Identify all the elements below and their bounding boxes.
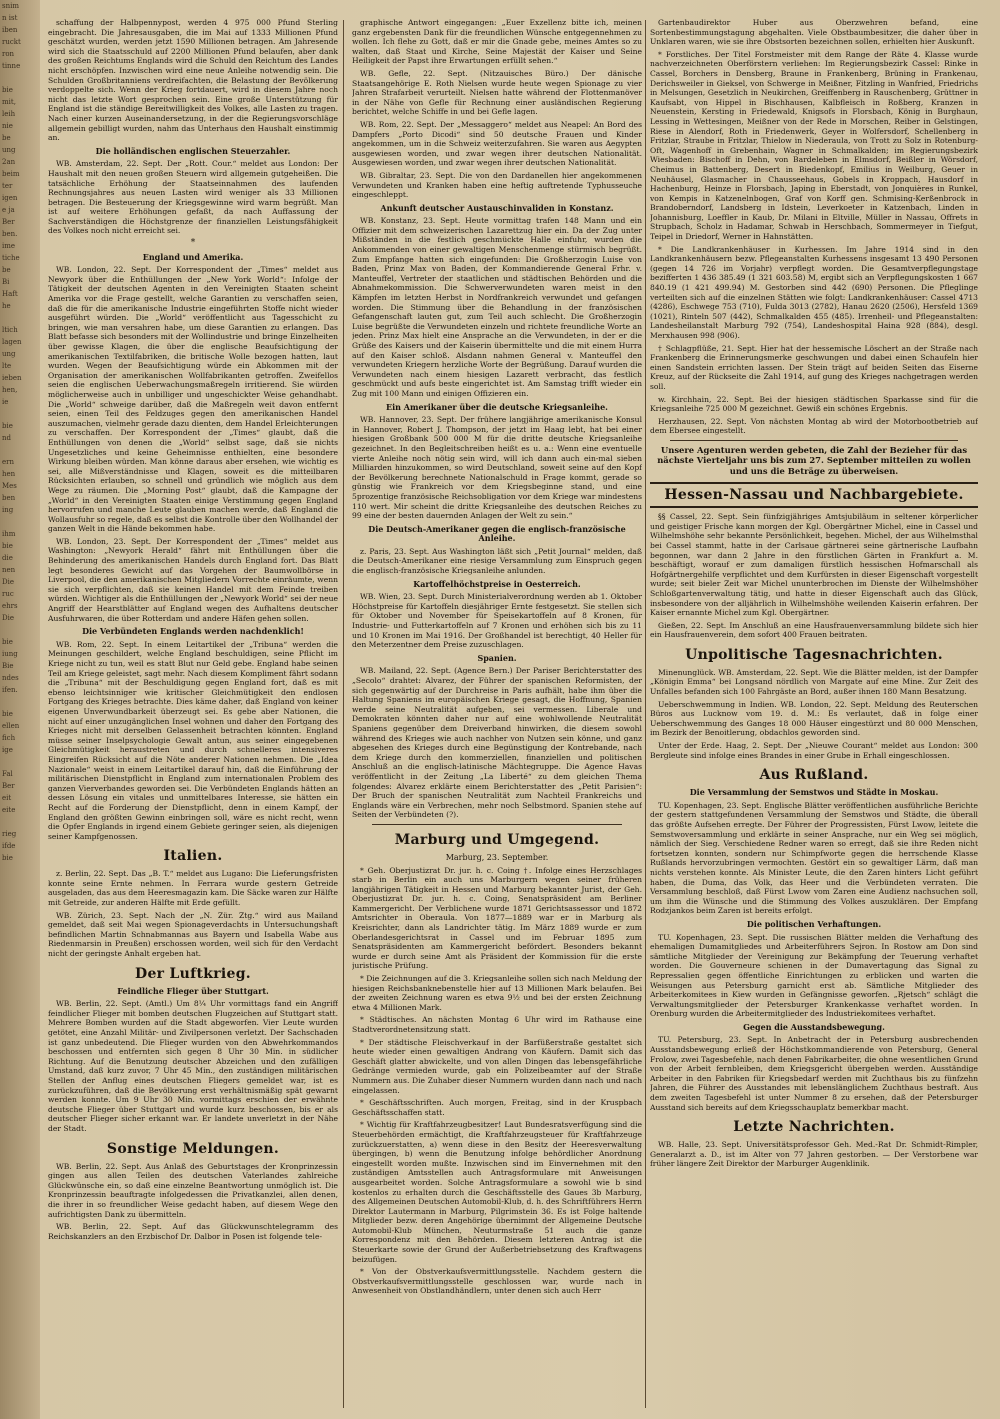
gutter-fragment: bie xyxy=(2,638,13,646)
section-title-aus-russland: Aus Rußland. xyxy=(759,767,869,784)
section-title-unpolitische: Unpolitische Tagesnachrichten. xyxy=(685,646,943,663)
article-paragraph: * Forstliches. Der Titel Forstmeister mit dem Range der Räte 4. Klasse wurde nachverzeichneten Oberförstern verliehen: Im Regierungsbezirk Cassel: Rinke in Cassel, Borchers in Densberg, Braune in Frankenberg, Brüning in Frankenau, Derichsweiler in Gieksel, von Schwerge in Meißner, Fitzling in Wanfried, Friedrichs in Melsungen, Gesetzlich in Neukirchen, Greiffenberg in Rauschenberg, Grüttner in Kaufsabt, von Hippel in Bischhausen, Kalbfleisch in Roßberg, Kranzen in Neuenstein, Kersting in Friedewald, Knigsofs in Florsbach, König in Burghaun, Lessing in Wettesingen, Meißner von der Rede in Morschen, Reiber in Gelstingen, Riese in Alendorf, Roth in Friedenwerk, Geyer in Wolfersdorf, Schellenberg in Fritzlar, Straube in Fritzlar, Thielow in Niederaula, von Trott zu Solz in Rotenburg-Oft, Wagenhoff in Grebenhain, Wagner in Schmalkalden; im Regierungsbezirk Wiesbaden: Bischoff in Dehn, von Bardeleben in Elmsdorf, Beißler in Wörsdorf, Cheimus in Battenberg, Desert in Biedenkopf, Emilius in Weilburg, Geuer in Neuhäusel, Glasmacher in Chausseehaus, Gobels in Kroppach, Hausdorf in Hachenburg, Heinze in Florsbach, Japing in Eberstadt, von Jonquières in Runkel, von Kempis in Katzenelnbogen, Graf von Korff gen. Schmising-Kerßenbrock in Brandoberndorf, Landsberg in Idstein, Leverkoeter in Katzenbach, Linden in Johannisburg, Loeffler in Kaub, Dr. Milani in Eltville, Müller in Nassau, Offrets in Strupbach, Scholz in Hadamar, Schwab in Herschbach, Sommermeyer in Tiefgut, Teipel in Driedorf, Werner in Hahnstätten. xyxy=(650,49,978,242)
gutter-fragment: ndes xyxy=(2,674,19,682)
gutter-fragment xyxy=(0,756,40,768)
gutter-fragment: nen xyxy=(2,566,16,574)
article-paragraph: * Städtisches. An nächsten Montag 6 Uhr wird im Rathause eine Stadtverordnetensitzung statt. xyxy=(352,1015,642,1034)
gutter-fragment: Ber xyxy=(2,782,15,790)
gutter-fragment: lagen xyxy=(2,338,22,346)
gutter-fragment xyxy=(0,312,40,324)
article-paragraph: * Die Zeichnungen auf die 3. Kriegsanleihe sollen sich nach Meldung der hiesigen Reichsbanknebenstelle hier auf 13 Millionen Mark belaufen. Bei der zweiten Zeichnung waren es etwa 9½ und bei der ersten Zeichnung etwa 4 Millionen Mark. xyxy=(352,974,642,1012)
article-paragraph: TU. Kopenhagen, 23. Sept. Englische Blätter veröffentlichen ausführliche Berichte der gestern stattgefundenen Versammlung der Semstwos und Städte, die überall das größte Aufsehen erregte. Der Führer der Progressisten, Fürst Lwow, leitete die Semstwoversammlung und erklärte in seiner Ansprache, nur ein Weg sei möglich, nämlich der Sieg. Verschiedene Redner waren so erregt, daß sie ihre Reden nicht fortsetzen konnten, sondern nur Schimpfworte gegen die herrschende Klasse Rußlands hervorzubringen vermochten. Gestört ein so gewaltiger Lärm, daß man nichts verstehen konnte. Als Minister Leute, die den Zaren hinters Licht geführt haben, die Duma, das Volk, das Heer und die Verbündeten verraten. Die Versammlung beschloß, daß Fürst Lwow vom Zaren eine Audienz nachsuchen soll, um ihm die Wünsche und die Stimmung des Volkes auszuklären. Der Empfang Rodzjankos beim Zaren ist bereits erfolgt. xyxy=(650,800,978,916)
section-title-italien: Italien. xyxy=(163,848,223,865)
article-paragraph: graphische Antwort eingegangen: „Euer Exzellenz bitte ich, meinen ganz ergebensten Dank für die freundlichen Wünsche entgegennehmen zu wollen. Ich flehe zu Gott, daß er mir die Gnade gebe, meines Amtes so zu walten, daß Staat und Kirche, Seine Majestät der Kaiser und Seine Heiligkeit der Papst ihre Erwartungen erfüllt sehen.“ xyxy=(352,18,642,66)
article-headline: Die Verbündeten Englands werden nachdenklich! xyxy=(82,626,304,637)
article-paragraph: Minenunglück. WB. Amsterdam, 22. Sept. Wie die Blätter melden, ist der Dampfer „Königin Emma“ bei Longsand nördlich von Margate auf eine Mine. Zur Zeit des Unfalles befanden sich 100 Fahrgäste an Bord, außer ihnen 180 Mann Besatzung. xyxy=(650,667,978,697)
gutter-fragment: bie xyxy=(2,854,13,862)
gutter-fragment: eit xyxy=(2,794,12,802)
gutter-fragment: fich xyxy=(2,734,16,742)
article-headline: Spanien. xyxy=(477,652,517,663)
article-paragraph: WB. London, 22. Sept. Der Korrespondent der „Times“ meldet aus Newyork über die Enthüllungen der „New York World“: Infolge der Tätigkeit der deutschen Agenten in den Vereinigten Staaten scheint Amerika vor die Frage gestellt, welche Garantien zu verschaffen seien, daß die für die amerikanische Industrie eingeführten Stoffe nicht wieder ausgeführt würden. Die „World“ veröffentlicht aus Tagesschicht zu bringen, wie man versahren habe, um diese Garantien zu erlangen. Das Blatt befasse sich besonders mit der Wollindustrie und bringe Einzelheiten über gewisse Klagen, die über die englische Beaufsichtigung der amerikanischen Textilfabriken, die britische Wolle bezogen hatten, laut wurden. Wegen der Beaufsichtigung würde ein Abkommen mit der Organisation der amerikanischen Wollfabrikanten getroffen. Zweifellos seien die englischen Ueberwachungsmaßregeln irritierend. Sie würden möglicherweise auch in unbilliger und ungeschickter Weise gehandhabt. Die „World“ schweige darüber, daß die Maßregeln weit davon entfernt seien, einen Teil des Feldzuges gegen den amerikanischen Handel auszumachen, vielmehr gerade dazu dienten, dem Handel Erleichterungen zu verschaffen. Der Korrespondent der „Times“ glaubt, daß die Enthüllungen von denen die „World“ selbst sage, daß sie nichts Ungesetzliches und keine Geheimnisse enthielten, eine besondere Wirkung bleiben würden. Man könne daraus aber ersehen, wie wichtig es sei, alle Mißverständnisse und Klagen, soweit es die mitteilbaren Rücksichten erlauben, so schnell und gründlich wie möglich aus dem Wege zu räumen. Die „Morning Post“ glaubt, daß die Kampagne der „World“ in den Vereinigten Staaten einige Verstimmung gegen England hervorrufen und manche Leute glauben machen werde, daß England die Wollausfuhr so regele, daß es selbst die Kontrolle über den Wollhandel der ganzen Welt in die Hände bekommen habe. xyxy=(48,265,338,534)
gutter-fragment: ben. xyxy=(2,230,18,238)
gutter-fragment: ben xyxy=(2,494,16,502)
dateline: Marburg, 23. September. xyxy=(445,852,549,862)
gutter-fragment: ruckt xyxy=(2,38,21,46)
gutter-fragment xyxy=(0,624,40,636)
article-paragraph: Gießen, 22. Sept. Im Anschluß an eine Hausfrauenversammlung bildete sich hier ein Hausfrauenverein, dem sofort 400 Frauen beitraten. xyxy=(650,620,978,640)
section-title-sonstige-meldungen: Sonstige Meldungen. xyxy=(106,1140,280,1157)
article-paragraph: WB. Gibraltar, 23. Sept. Die von den Dardanellen hier angekommenen Verwundeten und Kranken haben eine heftig auftretende Typhusseuche eingeschleppt. xyxy=(352,170,642,200)
gutter-fragment: ime xyxy=(2,242,16,250)
article-paragraph: WB. Mailand, 22. Sept. (Agence Bern.) Der Pariser Berichterstatter des „Secolo“ drahtet: Alvarez, der Führer der spanischen Reformisten, der sich gegenwärtig auf der Durchreise in Paris aufhält, habe ihm über die Haltung Spaniens im europäischen Kriege gesagt, die Hoffnung, Spanien werde seine Neutralität aufgeben, sei vermessen. Liberale und Demokraten könnten daher nur auf eine wohlwollende Neutralität Spaniens gegenüber dem Dreiverband hinwirken, die diesem sowohl während des Krieges wie auch nachher von Nutzen sein könne, und ganz abgesehen des Krieges durch eine Begünstigung der Kontrebande, nach dem Kriege durch den kommerziellen, finanziellen und politischen Anschluß an die englisch-latinische Mächtegruppe. Die Agence Havas veröffentlicht in der Zeitung „La Liberté“ zu dem gleichen Thema folgendes: Alvarez erklärte einem Berichterstatter des „Petit Parisien“: Der Bruch der spanischen Neutralität zum Nachteil Frankreichs und Englands wäre ein Verbrechen, mehr noch Selbstmord. Spanien stehe auf Seiten der Verbündeten (?). xyxy=(352,666,642,820)
gutter-fragment: bie xyxy=(2,710,13,718)
gutter-fragment: tinne xyxy=(2,62,21,70)
article-paragraph: WB. Halle, 23. Sept. Universitätsprofessor Geh. Med.-Rat Dr. Schmidt-Rimpler, Generalarzt a. D., ist im Alter von 77 Jahren gestorben. — Der Verstorbene war früher längere Zeit Direktor der Marburger Augenklinik. xyxy=(650,1140,978,1169)
gutter-fragment: ing xyxy=(2,506,14,514)
article-paragraph: * Die Landkrankenhäuser in Kurhessen. Im Jahre 1914 sind in den Landkrankenhäusern bezw. Pflegeanstalten Kurhessens insgesamt 13 490 Personen (gegen 14 726 im Vorjahr) verpflegt worden. Die Gesamtverpflegungstage bezifferten 1 436 385.49 (1 321 603.58) M, ergibt sich an Verpflegungskosten 1 667 840.19 (1 421 499.94) M. Gestorben sind 442 (690) Personen. Die Pfleglinge verteilten sich auf die einzelnen Stätten wie folgt: Landkrankenhäuser: Cassel 4713 (4286), Eschwege 753 (710), Fulda 3013 (2782), Hanau 2620 (2506), Hersfeld 1369 (1021), Rinteln 507 (442), Schmalkalden 455 (485). Irrenheil- und Pflegeanstalten: Landesheilanstalt Marburg 792 (754), Landeshospital Haina 928 (884), desgl. Merxhausen 998 (906). xyxy=(650,244,978,340)
gutter-fragment: Bie xyxy=(2,662,14,670)
article-paragraph: TU. Petersburg, 23. Sept. In Anbetracht der in Petersburg ausbrechenden Ausstandsbewegung erließ der Höchstkommandierende von Petersburg, General Frolow, zwei Tagesbefehle, nach denen Fabrikarbeiter, die ohne wesentlichen Grund von der Arbeit fernbleiben, dem Kriegsgericht übergeben werden. Ausständige Arbeiter in den Fabriken für Kriegsbedarf werden mit Zuchthaus bis zu fünfzehn Jahren, die Führer des Ausstandes mit lebenslänglichem Zuchthaus bestraft. Aus dem zweiten Tagesbefehl ist unter Nummer 8 zu ersehen, daß der Petersburger Ausstand sich bereits auf dem Kriegsschauplatz bemerkbar macht. xyxy=(650,1035,978,1112)
gutter-fragment: ltich xyxy=(2,326,18,334)
gutter-fragment: ruc xyxy=(2,590,14,598)
gutter-fragment: Mes xyxy=(2,482,17,490)
article-paragraph: WB. Wien, 23. Sept. Durch Ministerialverordnung werden ab 1. Oktober Höchstpreise für Kartoffeln diesjähriger Ernte festgesetzt. Sie stellen sich für Oktober und November für Speisekartoffeln auf 8 Kronen, für Industrie- und Futterkartoffeln auf 7 Kronen und erhöhen sich bis zu 11 und 10 Kronen im Mai 1916. Der Großhandel ist berechtigt, 40 Heller für den Meterzentner dem Preise zuzuschlagen. xyxy=(352,592,642,650)
gutter-fragment: nie xyxy=(2,122,13,130)
gutter-fragment: beim xyxy=(2,170,20,178)
gutter-fragment: ifde xyxy=(2,842,16,850)
gutter-fragment: be xyxy=(2,134,11,142)
article-headline: Gegen die Ausstandsbewegung. xyxy=(743,1021,885,1032)
column-divider xyxy=(343,20,344,1408)
article-headline: Feindliche Flieger über Stuttgart. xyxy=(117,985,269,996)
gutter-fragment: iung xyxy=(2,650,18,658)
gutter-fragment: ron xyxy=(2,50,15,58)
gutter-fragment xyxy=(0,444,40,456)
article-paragraph: WB. Hannover, 23. Sept. Der frühere langjährige amerikanische Konsul in Hannover, Robert J. Thompson, der jetzt im Haag lebt, hat bei einer hiesigen Großbank 500 000 M für die dritte deutsche Kriegsanleihe gezeichnet. In den Begleitschreiben heißt es u. a.: Wenn eine eventuelle vierte Anleihe noch nötig sein wird, will ich dann auch ein-mal sieben Milliarden hinzukommen, so wird Deutschland, soweit seine auf den Kopf der Bevölkerung berechnete Nationalschuld in Frage kommt, gerade so günstig wie Frankreich vor dem Kriegsbeginne stand, und eine 5prozentige französische Reichsobligation vor dem Kriege war mindestens 110 wert. Mir scheint die dritte Kriegsanleihe des deutschen Reiches zu 99 eine der besten dauernden Anlagen der Welt zu sein.“ xyxy=(352,415,642,521)
gutter-fragment: ter xyxy=(2,182,13,190)
article-paragraph: * Von der Obstverkaufsvermittlungsstelle. Nachdem gestern die Obstverkaufsvermittlungsstelle geschlossen war, wurde nach in Anwesenheit von Obstlandhändlern, unter denen sich auch Herr xyxy=(352,1267,642,1296)
article-headline: Die holländischen englischen Steuerzahler. xyxy=(95,145,291,156)
gutter-fragment xyxy=(0,696,40,708)
column-2 xyxy=(352,18,642,1408)
column-1 xyxy=(48,18,338,1408)
gutter-fragment: tiche xyxy=(2,254,20,262)
gutter-fragment: ellen xyxy=(2,722,20,730)
gutter-fragment: ern xyxy=(2,458,14,466)
article-paragraph: Unter der Erde. Haag, 2. Sept. Der „Nieuwe Courant“ meldet aus London: 300 Bergleute sind infolge eines Brandes in einer Grube in Erhall eingeschlossen. xyxy=(650,741,978,760)
article-paragraph: * Wichtig für Kraftfahrzeugbesitzer! Laut Bundesratsverfügung sind die Steuerbehörden ermächtigt, die Kraftfahrzeugsteuer für Kraftfahrzeuge zurückzuerstatten, a) wenn diese in den Besitz der Heeresverwaltung übergingen, b) wenn die Benutzung infolge behördlicher Anordnung eingestellt worden mußte. Inzwischen sind im Einvernehmen mit den zuständigen Amtsstellen auch Antragsformulare mit Anweisungen ausgearbeitet worden. Solche Antragsformulare a sowohl wie b sind kostenlos zu erhalten durch die Geschäftsstelle des Gaues 3b Marburg, des Allgemeinen Deutschen Automobil-Klub, d. h. des Schriftführers Herrn Direktor Lautermann in Marburg, Pilgrimstein 36. Es ist Folge haltende Mitglieder bezw. deren Angehörige übernimmt der Allgemeine Deutsche Automobil-Klub München, Neuturmstraße 51 auch die ganze Korrespondenz mit den Behörden. Diesem letzteren Antrag ist die Steuerkarte sowie der Grund der Außerbetriebsetzung des Kraftwagens beizufügen. xyxy=(352,1120,642,1264)
article-paragraph: WB. Berlin, 22. Sept. (Amtl.) Um 8¼ Uhr vormittags fand ein Angriff feindlicher Flieger mit bomben deutschen Flugzeichen auf Stuttgart statt. Mehrere Bomben wurden auf die Stadt abgeworfen. Vier Leute wurden getötet, eine Anzahl Militär- und Zivilpersonen verletzt. Der Sachschaden ist ganz unbedeutend. Die Flieger wurden von den Abwehrkommandos beschossen und entfernten sich gegen 8 Uhr 30 Min. in südlicher Richtung. Auf die Benutzung deutscher Abzeichen und den zufälligen Umstand, daß kurz zuvor, 7 Uhr 45 Min., den zuständigen militärischen Stellen der Anflug eines deutschen Fliegers gemeldet war, ist es zurückzuführen, daß die Bevölkerung erst verhältnismäßig spät gewarnt werden konnte. Um 9 Uhr 30 Min. vormittags erschien der erwähnte deutsche Flieger über Stuttgart und wurde kurz beschossen, bis er als deutscher Flieger sicher erkannt war. Er landete unverletzt in der Nähe der Stadt. xyxy=(48,999,338,1133)
subscriber-notice: Unsere Agenturen werden gebeten, die Zahl der Bezieher für das nächste Vierteljahr uns bis zum 27. September mitteilen zu wollen und uns die Beträge zu überweisen. xyxy=(657,444,971,476)
article-paragraph: Ueberschwemmung in Indien. WB. London, 22. Sept. Meldung des Reuterschen Büros aus Lucknow vom 19. d. M.: Es verlautet, daß in folge einer Ueberschwemmung des Ganges 18 000 Häuser eingestürzt und 80 000 Menschen, im Bezirk der Benoitlerung, obdachlos geworden sind. xyxy=(650,699,978,738)
section-title-luftkrieg: Der Luftkrieg. xyxy=(135,965,251,982)
article-paragraph: z. Paris, 23. Sept. Aus Washington läßt sich „Petit Journal“ melden, daß die Deutsch-Amerikaner eine riesige Versammlung zum Einspruch gegen die englisch-französische Kriegsanleihe anlunden. xyxy=(352,546,642,576)
article-headline: Ankunft deutscher Austauschinvaliden in Konstanz. xyxy=(380,202,614,213)
gutter-fragment: leih xyxy=(2,110,16,118)
article-headline: England und Amerika. xyxy=(142,251,244,262)
article-paragraph: w. Kirchhain, 22. Sept. Bei der hiesigen städtischen Sparkasse sind für die Kriegsanleihe 725 000 M gezeichnet. Gewiß ein schönes Ergebnis. xyxy=(650,394,978,414)
article-paragraph: WB. Konstanz, 23. Sept. Heute vormittag trafen 148 Mann und ein Offizier mit dem schweizerischen Lazarettzug hier ein. Da der Zug unter Mißständen in die festlich geschmückte Halle einfuhr, wurden die Ankommenden von einer gewaltigen Menschenmenge stürmisch begrüßt. Zum Empfange hatten sich eingefunden: Die Großherzogin Luise von Baden, Prinz Max von Baden, der Kommandierende General Frhr. v. Manteuffel, Vertreter der staatlichen und städtischen Behörden und die Abnahmekommission. Die Schwerverwundeten waren meist in den Kämpfen im letzten Herbst in Nordfrankreich verwundet und gefangen worden. Die Stimmung über die Behandlung in der französischen Gefangenschaft lauten gut, zum Teil auch schlecht. Die Großherzogin Luise begrüßte die Verwundeten einzeln und richtete freundliche Worte an jeden. Prinz Max hielt eine Ansprache an die Verwundeten, in der er die Grüße des Kaisers und der Kaiserin übermittelte und die mit einem Hurra auf den Kaiser schloß. Alsdann nahmen General v. Manteuffel den verwundeten Kriegern herzliche Worte der Begrüßung. Darauf wurden die Verwundeten nach einem hiesigen Lazarett verbracht, das festlich geschmückt und aufs beste eingerichtet ist. Am Samstag trifft wieder ein Zug mit 100 Mann und einigen Offizieren ein. xyxy=(352,216,642,398)
article-paragraph: WB. Zürich, 23. Sept. Nach der „N. Zür. Ztg.“ wird aus Mailand gemeldet, daß seit Mai wegen Spionageverdachts in Untersuchungshaft befindlichen Martin Schnabmannas aus Bayern und Isabella Wabe aus Riedenmarsin in Preußen) erschossen worden, weil sich für den Verdacht nicht der geringste Anhalt ergeben hat. xyxy=(48,910,338,959)
gutter-fragment: Fal xyxy=(2,770,13,778)
article-paragraph: WB. Rom, 22. Sept. In einem Leitartikel der „Tribuna“ werden die Meinungen geschildert, welche England beschuldigen, seine Pflicht im Kriege nicht zu tun, weil es statt Blut nur Geld gebe. England habe seinen Teil am Kriege geleistet, sagt mehr. Nach diesem Kompliment fährt sodann die „Tribuna“ mit der Beschuldigung gegen England fort, daß es mit ebenso leichtsinniger wie kritischer Gleichmütigkeit den endlosen Fortgang des Krieges betrachte. Dies käme daher, daß England von keiner eigenen Unverwundbarkeit überzeugt sei. Es gebe aber Nationen, die nicht auf einer unzugänglichen Insel wohnen und daher den Fortgang des Krieges nicht mit derselben Gelassenheit betrachten könnten. England müsse seiner Inselpsychologie Gewalt antun, aus seiner eingegebenen Gleichmütigkeit heraustreten und durch schnelleres intensiveres Eingreifen Rücksicht auf die Nöte anderer Nationen nehmen. Die „Idea Nazionale“ weist in einem Leitartikel darauf hin, daß die Einführung der militärischen Dienstpflicht in England zum internationalen Problem des ganzen Vierverbandes geworden sei. Die Verbündeten Englands hätten an dessen Lösung ein vitales und unmittelbares Interesse, sie hätten ein Recht auf die Forderung der Dienstpflicht, denn in einem Kampf, der England den größten Gewinn einbringen soll, wäre es nicht recht, wenn die Opfer Englands in irgend einem Gebiete geringer seien, als diejenigen seiner Kampfgenossen. xyxy=(48,639,338,841)
gutter-fragment: die xyxy=(2,554,13,562)
section-title-marburg: Marburg und Umgegend. xyxy=(394,831,600,848)
article-paragraph: † Schlagpflüße, 21. Sept. Hier hat der hessemische Löschert an der Straße nach Frankenberg die Erinnerungsmerke geschwungen und dabei einen Schaufeln hier einen Sandstein errichten lassen. Der Stein trägt auf beiden Seiten das Eiserne Kreuz, auf der Rückseite die Zahl 1914, auf gung des Krieges nachgetragen werden soll. xyxy=(650,343,978,391)
gutter-fragment: ieben xyxy=(2,374,22,382)
article-paragraph: z. Berlin, 22. Sept. Das „B. T.“ meldet aus Lugano: Die Lieferungsfristen konnte seine Ernte nehmen. In Ferrara wurde gestern Getreide ausgeladen, das aus dem Heeresmagazin kam. Die Säcke waren zur Hälfte mit Getreide, zur anderen Hälfte mit Erde gefüllt. xyxy=(48,869,338,908)
gutter-fragment: e ja xyxy=(2,206,15,214)
left-page-margin-fragments xyxy=(0,0,40,1419)
column-divider xyxy=(645,20,646,1408)
article-headline: Ein Amerikaner über die deutsche Kriegsanleihe. xyxy=(386,401,608,412)
gutter-fragment xyxy=(0,816,40,828)
gutter-fragment: eite xyxy=(2,806,16,814)
article-paragraph: Herzhausen, 22. Sept. Von nächsten Montag ab wird der Motorbootbetrieb auf dem Ebersee eingestellt. xyxy=(650,416,978,436)
gutter-fragment xyxy=(0,72,40,84)
gutter-fragment: ie xyxy=(2,398,9,406)
article-paragraph: * Der städtische Fleischverkauf in der Barfüßerstraße gestaltet sich heute wieder einen gewaltigen Andrang von Käufern. Damit sich das Geschäft glatter abwickelte, und von allen Dingen das lebensgefährliche Gedränge vermieden wurde, gab ein Polizeibeamter auf der Straße Nummern aus. Die Zuhaber dieser Nummern wurden dann nach und nach eingelassen. xyxy=(352,1037,642,1095)
gutter-fragment: mit, xyxy=(2,98,16,106)
gutter-fragment: Haft xyxy=(2,290,18,298)
article-paragraph: schaffung der Halbpennypost, werden 4 975 000 Pfund Sterling eingebracht. Die Jahresausgaben, die im Mai auf 1333 Millionen Pfund geschätzt wurden, werden jetzt 1590 Millionen betragen. Am Jahresende wird sich die Staatsschuld auf 2200 Millionen Pfund belaufen, aber dank des großen Reichtums Englands wird die Schuld den Reichtum des Landes nicht erschöpfen. Inzwischen wird eine neue Anleihe notwendig sein. Die Schulden Großbritanniens verdreifachten, die Belastung der Bevölkerung verdoppelte sich. Wenn der Krieg fortdauert, wird in diesem Jahre noch nicht das letzte Wort gesprochen sein. Eine große Unterstützung für England ist die ständige Bereitwilligkeit des Volkes, alle Lasten zu tragen. Nach einer kurzen Auseinandersetzung, in der die Regierungsvorschläge allgemein gebilligt wurden, nahm das Unterhaus den Haushalt einstimmig an. xyxy=(48,18,338,143)
gutter-fragment xyxy=(0,516,40,528)
column-3 xyxy=(650,18,978,1408)
gutter-fragment: he xyxy=(2,302,11,310)
article-paragraph: TU. Kopenhagen, 23. Sept. Die russischen Blätter melden die Verhaftung des ehemaligen Dumamitgliedes und Arbeiterführers Sejron. In Rostow am Don sind sämtliche Mitglieder der Vereinigung zur Bekämpfung der Teuerung verhaftet worden. Die Gouverneure schienen in der Dumavertagung das Signal zu Repressalien gegen öffentliche Einrichtungen zu erblicken und warten die Weisungen aus Petersburg garnicht erst ab. Sämtliche Mitglieder des Arbeiterkomitees in Kiew wurden in Gefängnisse geworfen. „Rjetsch“ schlägt die Verwaltungsmitglieder der Petersburger Krankenkasse verhaftet worden. In Orenburg wurden die Arbeitermitglieder des Industriekomitees verhaftet. xyxy=(650,932,978,1019)
article-headline: Kartoffelhöchstpreise in Oesterreich. xyxy=(413,578,581,589)
gutter-fragment: ige xyxy=(2,746,13,754)
gutter-fragment: snim xyxy=(2,2,19,10)
gutter-fragment: igen xyxy=(2,194,18,202)
gutter-fragment: ehrs xyxy=(2,602,18,610)
article-paragraph: §§ Cassel, 22. Sept. Sein fünfzigjähriges Amtsjubiläum in seltener körperlicher und geistiger Frische kann morgen der Kgl. Obergärtner Michel, eine in Cassel und Wilhelmshöhe sehr bekannte Persönlichkeit, begehen. Michel, der aus Wilhelmsthal bei Cassel stammt, hatte in der Carlsaue gärtnerei seine gärtnerische Laufbahn begonnen, war dann 2 Jahre in den fürstlichen Gärten in Frankfurt a. M. beschäftigt, worauf er zum damaligen fürstlich hessischen Hofmarschall als Hofgärtnergehilfe verpflichtet und dem Kurfürsten in dieser Eigenschaft vorgestellt wurde; seit bieler Zeit war Michel ununterbrochen im Dienste der Wilhelmshöher Schloßgartenverwaltung tätig, und hatte in dieser Eigenschaft auch das Glück, insbesondere von der alljährlich in Wilhelmshöhe weilenden Kaiserin erfahren. Der Kaiser ernannte Michel zum Kgl. Obergärtner. xyxy=(650,512,978,618)
gutter-fragment: Die xyxy=(2,578,14,586)
gutter-fragment xyxy=(0,408,40,420)
article-headline: Die Deutsch-Amerikaner gegen die englisch-französische Anleihe. xyxy=(368,523,626,544)
divider xyxy=(670,440,958,441)
article-headline: Die Versammlung der Semstwos und Städte in Moskau. xyxy=(689,787,939,798)
gutter-fragment: bie xyxy=(2,422,13,430)
gutter-fragment: bie xyxy=(2,86,13,94)
gutter-fragment: ihm xyxy=(2,530,16,538)
article-paragraph: WB. Berlin, 22. Sept. Aus Anlaß des Geburtstages der Kronprinzessin gingen aus allen Teilen des deutschen Vaterlandes zahlreiche Glückwünsche ein, so daß eine einzelne Beantwortung unmöglich ist. Die Kronprinzessin beauftragte infolgedessen die Privatkanzlei, allen denen, die ihrer in so freundlicher Weise gedacht haben, auf diesem Wege den aufrichtigsten Dank zu übermitteln. xyxy=(48,1161,338,1219)
gutter-fragment: Bi xyxy=(2,278,10,286)
gutter-fragment: bie xyxy=(2,542,13,550)
gutter-fragment: hen, xyxy=(2,386,18,394)
gutter-fragment: Ber xyxy=(2,218,15,226)
gutter-fragment: iben xyxy=(2,26,18,34)
article-paragraph: Gartenbaudirektor Huber aus Oberzwehren befand, eine Sortenbestimmungstagung abgehalten. Viele Obstbaumbesitzer, die daher über in Unklaren waren, wie sie ihre Obstsorten bezeichnen sollen, erhielten hier Auskunft. xyxy=(650,18,978,47)
gutter-fragment: rieg xyxy=(2,830,17,838)
article-paragraph: * Geh. Oberjustizrat Dr. jur. h. c. Coing †. Infolge eines Herzschlages starb in Berlin ein auch uns Marburgern wegen seiner früheren langjährigen Tätigkeit in Hessen und Marburg bekannter Jurist, der Geh. Oberjustizrat Dr. jur. h. c. Coing, Senatspräsident am Berliner Kammergericht. Der Verblichene wurde 1871 Gerichtsassessor und 1872 Amtsrichter in Oberaula. Von 1877—1889 war er in Marburg als Kreisrichter, dann als Landrichter tätig. Im März 1889 wurde er zum Oberlandesgerichtsrat in Cassel und im Februar 1895 zum Senatspräsidenten am Kammergericht befördert. Besonders bekannt wurde er durch seine Amt als Präsident der Kommission für die erste juristische Prüfung. xyxy=(352,865,642,971)
article-paragraph: * Geschäftsschriften. Auch morgen, Freitag, sind in der Kruspbach Geschäftsschaffen statt. xyxy=(352,1098,642,1117)
article-paragraph: WB. Berlin, 22. Sept. Auf das Glückwunschtelegramm des Reichskanzlers an den Erzbischof Dr. Dalbor in Posen ist folgende tele- xyxy=(48,1222,338,1241)
divider xyxy=(372,824,622,825)
section-title-hessen-nassau: Hessen-Nassau und Nachbargebiete. xyxy=(650,482,978,508)
gutter-fragment: hen xyxy=(2,470,16,478)
gutter-fragment: Die xyxy=(2,614,14,622)
gutter-fragment: n ist xyxy=(2,14,18,22)
section-title-letzte-nachrichten: Letzte Nachrichten. xyxy=(733,1119,895,1136)
star-separator: * xyxy=(190,238,196,249)
gutter-fragment: 2an xyxy=(2,158,16,166)
article-paragraph: WB. Rom, 22. Sept. Der „Messaggero“ meldet aus Neapel: An Bord des Dampfers „Porto Dicodi“ sind 50 deutsche Frauen und Kinder angekommen, um in die Schweiz weiterzufahren. Sie waren aus Aegypten ausgewiesen worden, und zwar wegen ihrer deutschen Nationalität. Ausgewiesen worden, und zwar wegen ihrer deutschen Nationalität. xyxy=(352,119,642,168)
gutter-fragment: be xyxy=(2,266,11,274)
article-paragraph: WB. Gefle, 22. Sept. (Nitzauisches Büro.) Der dänische Staatsangehörige E. Roth Nielsen wurde heute wegen Spionage zu vier Jahren Strafarbeit verurteilt. Nielsen hatte während der Flottenmanöver in der Nähe von Gefle für Rechnung einer ausländischen Regierung berichtet, welche Schiffe in und bei Gefle lagen. xyxy=(352,68,642,117)
gutter-fragment: nd xyxy=(2,434,11,442)
article-paragraph: WB. London, 23. Sept. Der Korrespondent der „Times“ meldet aus Washington: „Newyork Herald“ fährt mit Enthüllungen über die Behinderung des amerikanischen Handels durch England fort. Das Blatt legt besonderes Gewicht auf das Vorgehen der Baumwollbörse in Liverpool, die den amerikanischen Mitgliedern Vorrechte einräumte, wenn sie sich verpflichten, daß sie keinen Handel mit dem Feinde treiben würden. Wichtiger als die Enthüllungen der „Newyork World“ sei der neue Angriff der Hearstblätter auf England wegen des Aufhaltens deutscher Ausfuhrwaren, die über Rotterdam und andere Häfen gehen sollen. xyxy=(48,536,338,623)
gutter-fragment: ung xyxy=(2,146,16,154)
gutter-fragment: ung xyxy=(2,350,16,358)
gutter-fragment: ifen. xyxy=(2,686,18,694)
article-paragraph: WB. Amsterdam, 22. Sept. Der „Rott. Cour.“ meldet aus London: Der Haushalt mit den neuen großen Steuern wird allgemein gutgeheißen. Die tatsächliche Erhöhung der Staatseinnahmen des laufenden Rechnungsjahres aus neuen Lasten wird weniger als 33 Millionen betragen. Die Besteuerung der Kriegsgewinne wird warm begrüßt. Man ist auf weitere Erhöhungen gefaßt, da nach Auffassung der Sachverständigen die Höchstgrenze der finanziellen Leistungsfähigkeit des Volkes noch nicht erreicht sei. xyxy=(48,159,338,236)
gutter-fragment: lte xyxy=(2,362,12,370)
article-headline: Die politischen Verhaftungen. xyxy=(746,918,882,929)
